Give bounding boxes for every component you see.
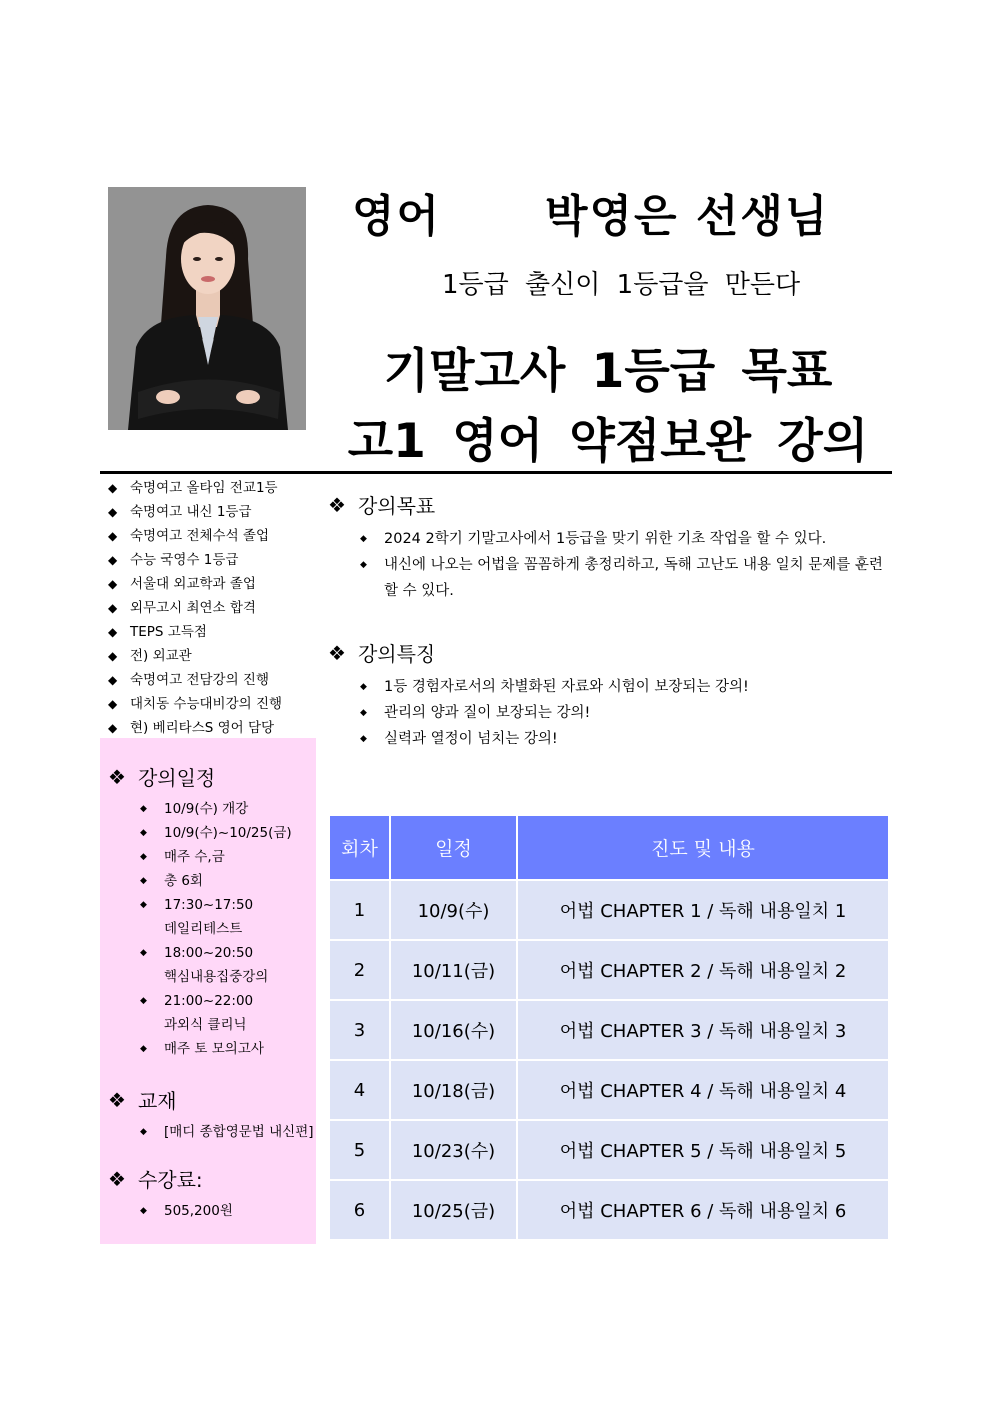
diamond-bullet-icon: ◆: [108, 553, 118, 567]
list-item: ◆ [매디 종합영문법 내신편]: [140, 1120, 314, 1144]
table-row: [330, 1120, 888, 1180]
table-cell: 어법 CHAPTER 1 / 독해 내용일치 1: [517, 880, 888, 940]
bullet-icon: ◆: [140, 1044, 147, 1054]
table-cell: 1: [330, 880, 390, 940]
list-item: ◆ 10/9(수) 개강: [140, 797, 292, 821]
list-item: ◆ 숙명여고 전담강의 진행: [108, 672, 269, 688]
textbook-heading: ❖ 교재: [108, 1087, 177, 1113]
features-heading: ❖ 강의특징: [328, 640, 436, 666]
teacher-photo: [108, 187, 306, 430]
diamond-bullet-icon: ◆: [108, 721, 118, 735]
bullet-icon: ◆: [140, 1206, 147, 1216]
list-item: ◆ TEPS 고득점: [108, 624, 207, 640]
table-row: [330, 880, 888, 940]
list-item: ◆ 매주 토 모의고사: [140, 1037, 292, 1061]
diamond-bullet-icon: ◆: [108, 577, 118, 591]
schedule-table: [330, 816, 888, 1239]
bullet-icon: ◆: [140, 948, 147, 958]
list-item: ◆ 수능 국영수 1등급: [108, 552, 239, 568]
bullet-icon: ◆: [360, 708, 367, 718]
diamond-bullet-icon: ◆: [108, 625, 118, 639]
table-cell: 4: [330, 1060, 390, 1120]
bullet-icon: ◆: [140, 900, 147, 910]
section-marker-icon: ❖: [108, 1087, 126, 1112]
bullet-icon: ◆: [360, 682, 367, 692]
table-cell: 3: [330, 1000, 390, 1060]
fee-heading: ❖ 수강료:: [108, 1166, 203, 1192]
column-header: 일정: [390, 816, 517, 880]
table-cell: 2: [330, 940, 390, 1000]
table-cell: 어법 CHAPTER 3 / 독해 내용일치 3: [517, 1000, 888, 1060]
teacher-name: 박영은 선생님: [545, 191, 830, 242]
table-cell: 어법 CHAPTER 6 / 독해 내용일치 6: [517, 1180, 888, 1239]
bullet-icon: ◆: [140, 852, 147, 862]
bullet-icon: ◆: [140, 876, 147, 886]
diamond-bullet-icon: ◆: [108, 505, 118, 519]
table-cell: 10/9(수): [390, 880, 517, 940]
list-item: ◆ 숙명여고 내신 1등급: [108, 504, 252, 520]
goals-heading: ❖ 강의목표: [328, 492, 436, 518]
table-row: [330, 1000, 888, 1060]
list-item: ◆ 숙명여고 전체수석 졸업: [108, 528, 269, 544]
credentials-list: [108, 476, 282, 740]
bullet-icon: ◆: [140, 804, 147, 814]
list-item: ◆ 내신에 나오는 어법을 꼼꼼하게 총정리하고, 독해 고난도 내용 일치 문제를 훈련할 수 있다.: [360, 552, 890, 604]
slogan: 1등급 출신이 1등급을 만든다: [442, 270, 801, 300]
list-item: ◆ 총 6회: [140, 869, 292, 893]
subject-title: 영어: [352, 191, 442, 242]
list-item: ◆ 1등 경험자로서의 차별화된 자료와 시험이 보장되는 강의!: [360, 674, 890, 700]
list-item: ◆ 21:00~22:00 과외식 클리닉: [140, 989, 292, 1037]
diamond-bullet-icon: ◆: [108, 673, 118, 687]
textbook-list: [140, 1120, 314, 1144]
diamond-bullet-icon: ◆: [108, 649, 118, 663]
list-item: ◆ 관리의 양과 질이 보장되는 강의!: [360, 700, 890, 726]
diamond-bullet-icon: ◆: [108, 697, 118, 711]
bullet-icon: ◆: [140, 996, 147, 1006]
table-cell: 10/23(수): [390, 1120, 517, 1180]
list-item: ◆ 서울대 외교학과 졸업: [108, 576, 256, 592]
table-cell: 10/11(금): [390, 940, 517, 1000]
table-cell: 10/25(금): [390, 1180, 517, 1239]
schedule-list: [140, 797, 292, 1061]
header-divider: [100, 471, 892, 474]
diamond-bullet-icon: ◆: [108, 601, 118, 615]
table-cell: 어법 CHAPTER 2 / 독해 내용일치 2: [517, 940, 888, 1000]
main-title-line1: 기말고사 1등급 목표: [383, 344, 833, 399]
list-item: ◆ 매주 수,금: [140, 845, 292, 869]
section-marker-icon: ❖: [328, 492, 346, 517]
main-title-line2: 고1 영어 약점보완 강의: [347, 414, 869, 469]
table-cell: 10/18(금): [390, 1060, 517, 1120]
table-row: [330, 1060, 888, 1120]
bullet-icon: ◆: [140, 828, 147, 838]
table-row: [330, 940, 888, 1000]
bullet-icon: ◆: [360, 734, 367, 744]
list-item: ◆ 전) 외교관: [108, 648, 192, 664]
section-marker-icon: ❖: [328, 640, 346, 665]
bullet-icon: ◆: [140, 1127, 147, 1137]
list-item: ◆ 실력과 열정이 넘치는 강의!: [360, 726, 890, 752]
list-item: ◆ 숙명여고 올타임 전교1등: [108, 480, 278, 496]
list-item: ◆ 18:00~20:50 핵심내용집중강의: [140, 941, 292, 989]
table-cell: 10/16(수): [390, 1000, 517, 1060]
table-cell: 5: [330, 1120, 390, 1180]
list-item: ◆ 외무고시 최연소 합격: [108, 600, 256, 616]
list-item: ◆ 17:30~17:50 데일리테스트: [140, 893, 292, 941]
diamond-bullet-icon: ◆: [108, 529, 118, 543]
section-marker-icon: ❖: [108, 764, 126, 789]
fee-list: [140, 1199, 233, 1223]
list-item: ◆ 10/9(수)~10/25(금): [140, 821, 292, 845]
table-cell: 어법 CHAPTER 4 / 독해 내용일치 4: [517, 1060, 888, 1120]
list-item: ◆ 현) 베리타스S 영어 담당: [108, 720, 275, 736]
bullet-icon: ◆: [360, 534, 367, 544]
schedule-heading: ❖ 강의일정: [108, 764, 216, 790]
table-cell: 6: [330, 1180, 390, 1239]
column-header: 회차: [330, 816, 390, 880]
goals-list: [360, 526, 890, 604]
table-row: [330, 1180, 888, 1239]
list-item: ◆ 505,200원: [140, 1199, 233, 1223]
section-marker-icon: ❖: [108, 1166, 126, 1191]
table-cell: 어법 CHAPTER 5 / 독해 내용일치 5: [517, 1120, 888, 1180]
bullet-icon: ◆: [360, 560, 367, 570]
table-header-row: [330, 816, 888, 880]
features-list: [360, 674, 890, 752]
column-header: 진도 및 내용: [517, 816, 888, 880]
list-item: ◆ 대치동 수능대비강의 진행: [108, 696, 283, 712]
diamond-bullet-icon: ◆: [108, 481, 118, 495]
list-item: ◆ 2024 2학기 기말고사에서 1등급을 맞기 위한 기초 작업을 할 수 있다.: [360, 526, 890, 552]
